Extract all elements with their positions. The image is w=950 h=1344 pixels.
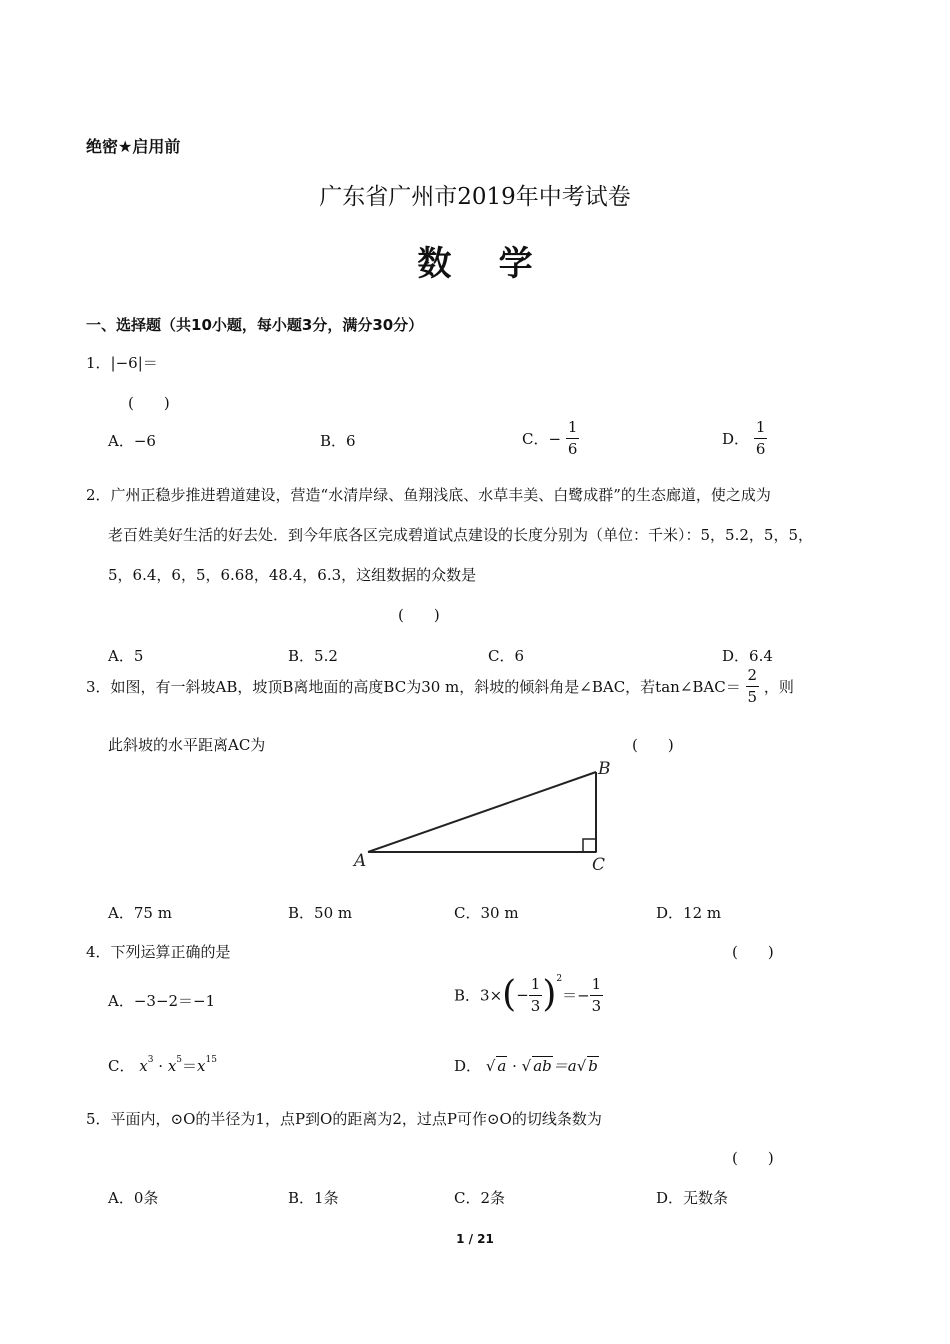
q4-stem: 4．下列运算正确的是 xyxy=(86,943,231,961)
q3-answer-paren: ( ) xyxy=(632,736,674,754)
secret-label: 绝密★启用前 xyxy=(86,137,181,156)
q4-answer-paren: ( ) xyxy=(732,943,774,961)
sqrt-sign-icon: √ xyxy=(576,1057,587,1075)
sqrt-radicand: a xyxy=(497,1057,507,1075)
exponent: 15 xyxy=(205,1055,217,1065)
fraction-denominator: 3 xyxy=(530,996,541,1015)
q1-option-a[interactable]: A．−6 xyxy=(108,432,156,450)
fraction-denominator: 5 xyxy=(747,688,758,706)
q5-option-b[interactable]: B．1条 xyxy=(288,1189,339,1207)
q4-option-b-equals: ＝− xyxy=(562,986,590,1005)
q1-option-d[interactable] xyxy=(722,420,767,457)
q1-option-d-fraction xyxy=(754,420,768,457)
q5-option-a[interactable]: A．0条 xyxy=(108,1189,159,1207)
q4-option-c-prefix: C． xyxy=(108,1057,135,1075)
q3-option-c[interactable]: C．30 m xyxy=(454,904,519,922)
q2-option-d[interactable]: D．6.4 xyxy=(722,647,773,665)
q3-line-1-text: 3．如图，有一斜坡AB，坡顶B离地面的高度BC为30 m，斜坡的倾斜角是∠BAC，若tan∠BAC＝ xyxy=(86,678,741,696)
vertex-label-b: B xyxy=(598,759,611,779)
dot-operator: · xyxy=(512,1057,517,1075)
slope-line-ab xyxy=(368,772,596,852)
q5-option-c[interactable]: C．2条 xyxy=(454,1189,506,1207)
subject-title: 数 学 xyxy=(417,244,533,284)
right-paren: ) xyxy=(542,974,557,1015)
fraction-numerator: 1 xyxy=(566,420,580,439)
q4-option-b-prefix: B．3× xyxy=(454,986,503,1005)
q2-answer-paren: ( ) xyxy=(398,606,440,624)
q4-option-a[interactable]: A．−3−2＝−1 xyxy=(108,992,216,1010)
fraction-numerator: 1 xyxy=(754,420,768,439)
right-angle-marker xyxy=(583,839,596,852)
q4-option-b-result-fraction xyxy=(590,974,604,1015)
q2-option-a[interactable]: A．5 xyxy=(108,647,144,665)
q4-option-c[interactable] xyxy=(108,1055,217,1076)
q3-tan-fraction xyxy=(746,668,760,705)
q1-option-d-prefix: D． xyxy=(722,430,750,448)
sqrt-radicand: ab xyxy=(533,1057,552,1075)
fraction-numerator: 1 xyxy=(590,977,604,996)
fraction-numerator: 1 xyxy=(529,977,543,996)
var-x: x xyxy=(139,1057,148,1075)
q3-option-a[interactable]: A．75 m xyxy=(108,904,172,922)
sqrt-sign-icon: √ xyxy=(485,1057,496,1075)
q2-line-1: 2．广州正稳步推进碧道建设，营造“水清岸绿、鱼翔浅底、水草丰美、白鹭成群”的生态廊道，使之成为 xyxy=(86,486,771,504)
var-x: x xyxy=(167,1057,177,1075)
equals-a: ＝a xyxy=(552,1057,577,1075)
q1-option-c-fraction xyxy=(566,420,580,457)
q3-option-d[interactable]: D．12 m xyxy=(656,904,722,922)
page-title: 广东省广州市2019年中考试卷 xyxy=(319,184,631,210)
equals-sign: ＝ xyxy=(182,1057,198,1075)
left-paren: ( xyxy=(502,974,517,1015)
q1-option-c[interactable] xyxy=(522,420,579,457)
exponent: 3 xyxy=(147,1055,154,1065)
q2-option-b[interactable]: B．5.2 xyxy=(288,647,338,665)
q5-stem: 5．平面内，⊙O的半径为1，点P到O的距离为2，过点P可作⊙O的切线条数为 xyxy=(86,1110,602,1128)
sqrt-radicand: b xyxy=(588,1057,598,1075)
q1-answer-paren: ( ) xyxy=(128,394,170,412)
q2-option-c[interactable]: C．6 xyxy=(488,647,525,665)
q3-line-1 xyxy=(86,668,794,705)
fraction-denominator: 6 xyxy=(567,440,578,458)
q3-line-2: 此斜坡的水平距离AC为 xyxy=(108,736,266,754)
vertex-label-a: A xyxy=(354,851,367,871)
q4-option-b-exponent: 2 xyxy=(556,974,563,984)
vertex-label-c: C xyxy=(592,855,606,875)
q1-option-b[interactable]: B．6 xyxy=(320,432,356,450)
q2-line-3: 5，6.4，6，5，6.68，48.4，6.3，这组数据的众数是 xyxy=(108,566,477,584)
section-heading: 一、选择题（共10小题，每小题3分，满分30分） xyxy=(86,316,424,334)
fraction-denominator: 6 xyxy=(755,440,766,458)
q4-option-d-prefix: D． xyxy=(454,1057,482,1075)
q2-line-2: 老百姓美好生活的好去处．到今年底各区完成碧道试点建设的长度分别为（单位：千米）：5，5.2，5，5， xyxy=(108,526,813,544)
q3-option-b[interactable]: B．50 m xyxy=(288,904,353,922)
page-number: 1 / 21 xyxy=(456,1232,494,1246)
q1-option-c-prefix: C．− xyxy=(522,430,562,448)
q4-option-b[interactable] xyxy=(454,974,603,1014)
q5-answer-paren: ( ) xyxy=(732,1149,774,1167)
dot-operator: · xyxy=(158,1057,164,1075)
q1-stem: 1．|−6|＝ xyxy=(86,354,158,372)
q4-option-b-fraction xyxy=(529,974,543,1015)
exponent: 5 xyxy=(176,1055,183,1065)
q4-option-d[interactable] xyxy=(454,1055,599,1076)
sqrt-sign-icon: √ xyxy=(521,1057,532,1075)
var-x: x xyxy=(197,1057,206,1075)
fraction-denominator: 3 xyxy=(591,996,602,1015)
q4-option-b-sign: − xyxy=(516,986,529,1004)
q5-option-d[interactable]: D．无数条 xyxy=(656,1189,729,1207)
q3-line-1-end: ，则 xyxy=(763,678,794,696)
q3-slope-figure xyxy=(348,756,628,876)
fraction-numerator: 2 xyxy=(746,668,760,687)
